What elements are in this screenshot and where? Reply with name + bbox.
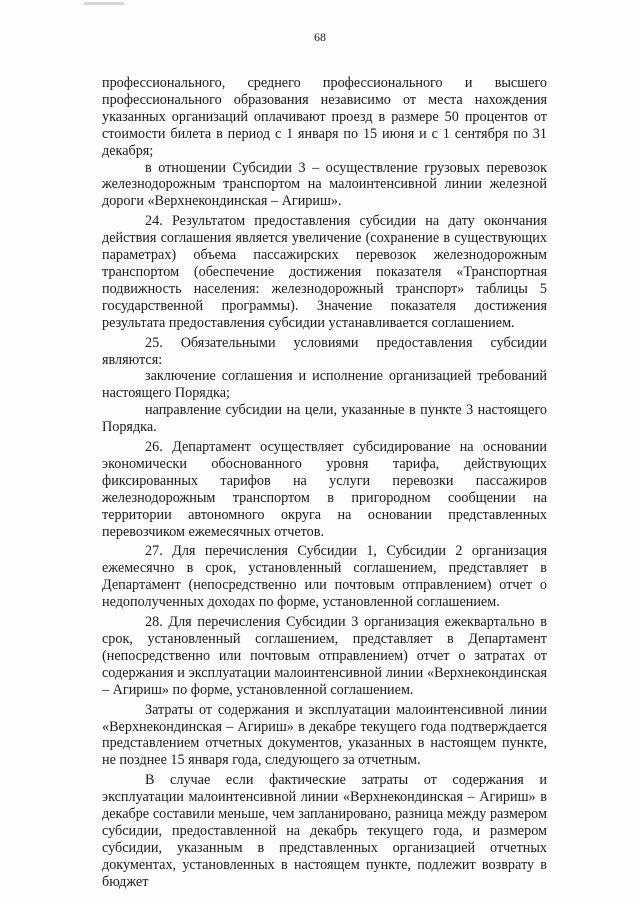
paragraph: профессионального, среднего профессионального и высшего профессионального образования независимо от места нахождения указанных организаций оплачивают проезд в размере 50 процентов от стоимости билета в период с 1 января по 15 июня и с 1 сентября по 31 декабря; (102, 75, 547, 159)
scan-artifact (84, 2, 124, 5)
paragraph-item-25: 25. Обязательными условиями предоставления субсидии являются: (102, 334, 547, 368)
paragraph-item-26: 26. Департамент осуществляет субсидирование на основании экономически обоснованного уровня тарифа, действующих фиксированных тарифов на услуги перевозки пассажиров железнодорожным транспортом в пригородном сообщении на территории автономного округа на основании представленных перевозчиком ежемесячных отчетов. (102, 439, 547, 540)
paragraph-item-27: 27. Для перечисления Субсидии 1, Субсидии 2 организация ежемесячно в срок, установленный соглашением, представляет в Департамент (непосредственно или почтовым отправлением) отчет о недополученных доходах по форме, установленной соглашением. (102, 543, 547, 611)
paragraph: В случае если фактические затраты от содержания и эксплуатации малоинтенсивной линии «Верхнекондинская – Агириш» в декабре составили меньше, чем запланировано, разница между размером субсидии, предоставленной на декабрь текущего года, и размером субсидии, указанным в представленных организацией отчетных документах, установленных в настоящем пункте, подлежит возврату в бюджет (102, 772, 547, 890)
paragraph-item-24: 24. Результатом предоставления субсидии на дату окончания действия соглашения является увеличение (сохранение в существующих параметрах) объема пассажирских перевозок железнодорожным транспортом (обеспечение достижения показателя «Транспортная подвижность населения: железнодорожный транспорт» таблицы 5 государственной программы). Значение показателя достижения результата предоставления субсидии устанавливается соглашением. (102, 213, 547, 331)
paragraph: Затраты от содержания и эксплуатации малоинтенсивной линии «Верхнекондинская – Агириш» в декабре текущего года подтверждается представлением отчетных документов, указанных в настоящем пункте, не позднее 15 января года, следующего за отчетным. (102, 701, 547, 769)
paragraph: в отношении Субсидии 3 – осуществление грузовых перевозок железнодорожным транспортом на малоинтенсивной линии железной дороги «Верхнекондинская – Агириш». (102, 159, 547, 210)
body-text (102, 75, 547, 891)
paragraph: заключение соглашения и исполнение организацией требований настоящего Порядка; (102, 368, 547, 402)
page-number: 68 (314, 30, 326, 44)
paragraph-item-28: 28. Для перечисления Субсидии 3 организация ежеквартально в срок, установленный соглашением, представляет в Департамент (непосредственно или почтовым отправлением) отчет о затратах от содержания и эксплуатации малоинтенсивной линии «Верхнекондинская – Агириш» по форме, установленной соглашением. (102, 614, 547, 698)
paragraph: направление субсидии на цели, указанные в пункте 3 настоящего Порядка. (102, 402, 547, 436)
